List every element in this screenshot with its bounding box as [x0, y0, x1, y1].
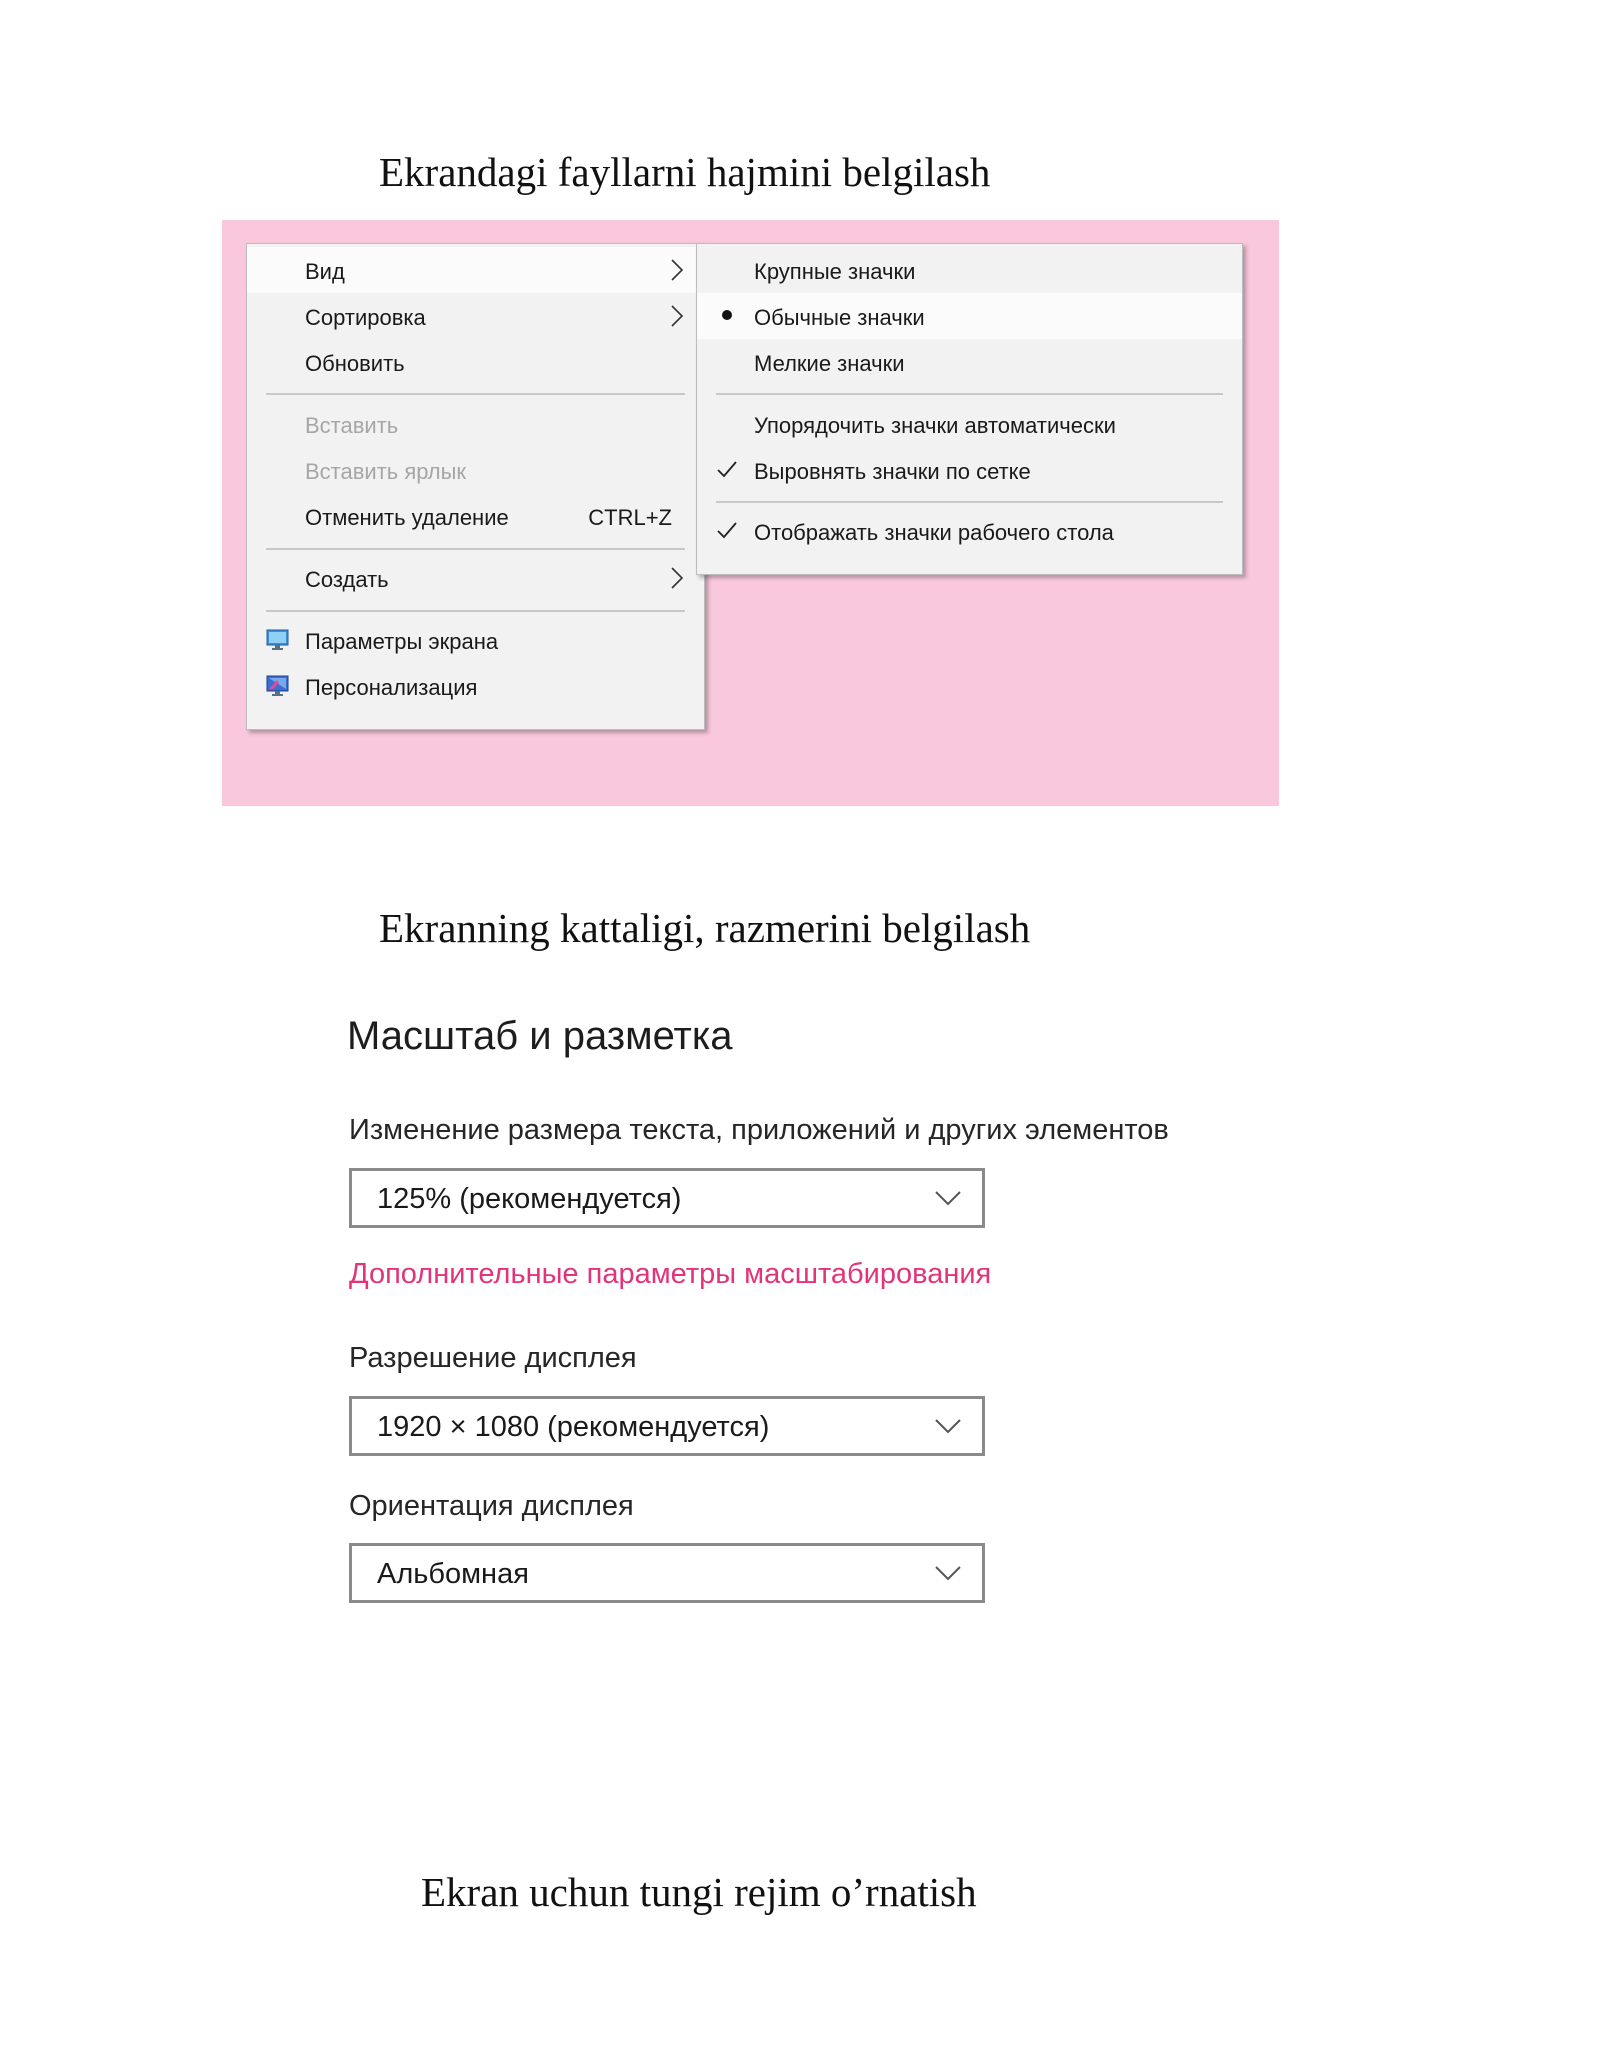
heading-night-mode: Ekran uchun tungi rejim o’rnatish — [421, 1869, 977, 1915]
scale-label: Изменение размера текста, приложений и других элементов — [349, 1114, 1169, 1146]
submenu-item-auto-arrange[interactable] — [697, 401, 1242, 447]
view-submenu — [696, 243, 1243, 575]
menu-item-label: Вставить — [305, 413, 399, 438]
chevron-right-icon — [670, 305, 684, 327]
scale-dropdown[interactable] — [349, 1168, 985, 1228]
submenu-item-show-desktop-icons[interactable] — [697, 508, 1242, 554]
submenu-item-align-to-grid[interactable] — [697, 447, 1242, 493]
menu-item-paste — [247, 401, 704, 447]
menu-item-label: Обычные значки — [754, 305, 925, 330]
menu-item-label: Создать — [305, 567, 389, 592]
menu-item-paste-shortcut — [247, 447, 704, 493]
menu-item-shortcut: CTRL+Z — [588, 505, 672, 530]
chevron-right-icon — [670, 567, 684, 589]
menu-item-label: Персонализация — [305, 675, 478, 700]
menu-item-label: Мелкие значки — [754, 351, 905, 376]
display-settings-icon — [265, 627, 291, 653]
menu-separator — [716, 393, 1223, 395]
menu-item-label: Отображать значки рабочего стола — [754, 520, 1114, 545]
orientation-dropdown[interactable] — [349, 1543, 985, 1603]
checkmark-icon — [715, 518, 739, 542]
menu-separator — [716, 501, 1223, 503]
menu-separator — [266, 548, 685, 550]
resolution-label: Разрешение дисплея — [349, 1342, 637, 1374]
submenu-item-large-icons[interactable] — [697, 247, 1242, 293]
menu-item-label: Выровнять значки по сетке — [754, 459, 1031, 484]
scale-layout-title: Масштаб и разметка — [347, 1014, 733, 1058]
desktop-context-menu — [246, 243, 705, 730]
heading-screen-size: Ekranning kattaligi, razmerini belgilash — [379, 905, 1031, 951]
menu-item-label: Сортировка — [305, 305, 426, 330]
menu-item-new[interactable] — [247, 555, 704, 601]
menu-separator — [266, 610, 685, 612]
heading-file-size: Ekrandagi fayllarni hajmini belgilash — [379, 149, 991, 195]
menu-item-label: Крупные значки — [754, 259, 916, 284]
chevron-down-icon — [934, 1564, 962, 1582]
orientation-label: Ориентация дисплея — [349, 1490, 634, 1522]
advanced-scaling-link[interactable]: Дополнительные параметры масштабирования — [349, 1258, 992, 1290]
personalization-icon — [265, 673, 291, 699]
menu-item-display-settings[interactable] — [247, 617, 704, 663]
chevron-down-icon — [934, 1189, 962, 1207]
resolution-dropdown[interactable] — [349, 1396, 985, 1456]
submenu-item-small-icons[interactable] — [697, 339, 1242, 385]
menu-item-sort[interactable] — [247, 293, 704, 339]
menu-item-refresh[interactable] — [247, 339, 704, 385]
chevron-down-icon — [934, 1417, 962, 1435]
chevron-right-icon — [670, 259, 684, 281]
orientation-value: Альбомная — [377, 1558, 529, 1590]
menu-item-undo-delete[interactable] — [247, 493, 704, 539]
resolution-value: 1920 × 1080 (рекомендуется) — [377, 1411, 770, 1443]
menu-item-view[interactable] — [247, 247, 704, 293]
menu-item-label: Отменить удаление — [305, 505, 509, 530]
submenu-item-medium-icons[interactable] — [697, 293, 1242, 339]
menu-item-personalization[interactable] — [247, 663, 704, 709]
checkmark-icon — [715, 457, 739, 481]
scale-value: 125% (рекомендуется) — [377, 1183, 682, 1215]
menu-item-label: Упорядочить значки автоматически — [754, 413, 1116, 438]
menu-separator — [266, 393, 685, 395]
menu-item-label: Обновить — [305, 351, 405, 376]
menu-item-label: Параметры экрана — [305, 629, 499, 654]
radio-dot-icon — [715, 303, 739, 327]
menu-item-label: Вставить ярлык — [305, 459, 467, 484]
menu-item-label: Вид — [305, 259, 345, 284]
